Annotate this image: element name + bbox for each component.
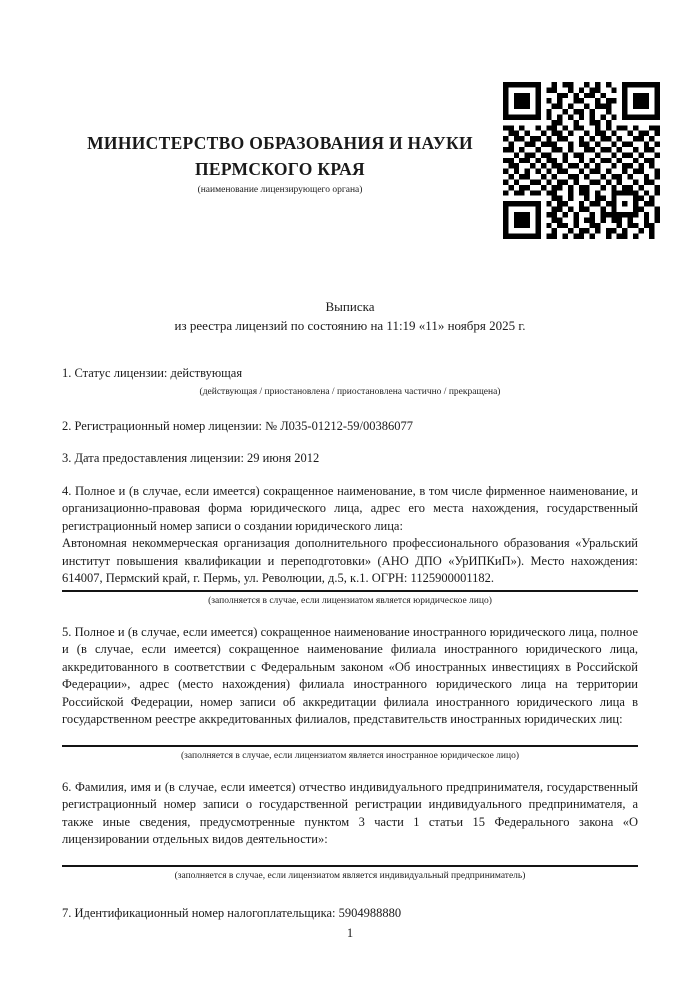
ministry-name-line1: МИНИСТЕРСТВО ОБРАЗОВАНИЯ И НАУКИ	[87, 133, 473, 153]
document-title-line1: Выписка	[325, 299, 375, 314]
page-number: 1	[346, 926, 354, 940]
item-6-individual-entrepreneur	[62, 779, 638, 849]
item-4-caption: (заполняется в случае, если лицензиатом является юридическое лицо)	[208, 595, 492, 606]
item-4-label: 4. Полное и (в случае, если имеется) сокращенное наименование, в том числе фирменное наименование, и организационно-правовая форма юридического лица, адрес его места нахождения, государственный регистрационный номер записи о создании юридического лица:	[62, 483, 638, 533]
item-6-caption: (заполняется в случае, если лицензиатом является индивидуальный предприниматель)	[174, 870, 526, 881]
item-6-fill-line	[62, 865, 638, 867]
document-title-line2: из реестра лицензий по состоянию на 11:19 «11» ноября 2025 г.	[174, 318, 526, 333]
item-1-license-status: 1. Статус лицензии: действующая	[62, 366, 243, 380]
document-title	[62, 297, 638, 335]
item-4-fill-line	[62, 590, 638, 592]
item-5-caption: (заполняется в случае, если лицензиатом является иностранное юридическое лицо)	[181, 750, 519, 761]
item-1-caption: (действующая / приостановлена / приостановлена частично / прекращена)	[199, 386, 501, 397]
item-6-empty-value	[62, 849, 638, 863]
ministry-caption: (наименование лицензирующего органа)	[197, 185, 363, 195]
item-6-label: 6. Фамилия, имя и (в случае, если имеется) отчество индивидуального предпринимателя, государственный регистрационный номер записи о государственной регистрации индивидуального предпринимателя, а также иные сведения, предусмотренные пунктом 3 части 1 статьи 15 Федерального закона «О лицензировании отдельных видов деятельности»:	[62, 779, 638, 846]
item-5-empty-value	[62, 729, 638, 743]
licensing-authority-header	[62, 0, 498, 195]
ministry-name-line2: ПЕРМСКОГО КРАЯ	[195, 159, 365, 179]
qr-code	[503, 82, 660, 239]
item-5-fill-line	[62, 745, 638, 747]
item-2-registration-number: 2. Регистрационный номер лицензии: № Л035-01212-59/00386077	[62, 418, 413, 433]
item-4-legal-entity	[62, 483, 638, 588]
item-5-label: 5. Полное и (в случае, если имеется) сокращенное наименование иностранного юридического лица, полное и (в случае, если имеется) сокращенное наименование филиала иностранного юридического лица, аккредитованного в соответствии с Федеральным законом «Об иностранных инвестициях в Российской Федерации», адрес (место нахождения) филиала иностранного юридического лица на территории Российской Федерации, номер записи об аккредитации филиала иностранного юридического лица в государственном реестре аккредитованных филиалов, представительств иностранных юридических лиц:	[62, 624, 638, 726]
item-7-taxpayer-id: 7. Идентификационный номер налогоплательщика: 5904988880	[62, 905, 402, 920]
item-3-grant-date: 3. Дата предоставления лицензии: 29 июня 2012	[62, 451, 320, 465]
qr-code-image	[503, 82, 660, 239]
item-4-value: Автономная некоммерческая организация дополнительного профессионального образования «Уральский институт повышения квалификации и переподготовки» (АНО ДПО «УрИПКиП»). Место нахождения: 614007, Пермский край, г. Пермь, ул. Революции, д.5, к.1. ОГРН: 1125900001182.	[62, 536, 638, 585]
item-5-foreign-entity	[62, 624, 638, 729]
